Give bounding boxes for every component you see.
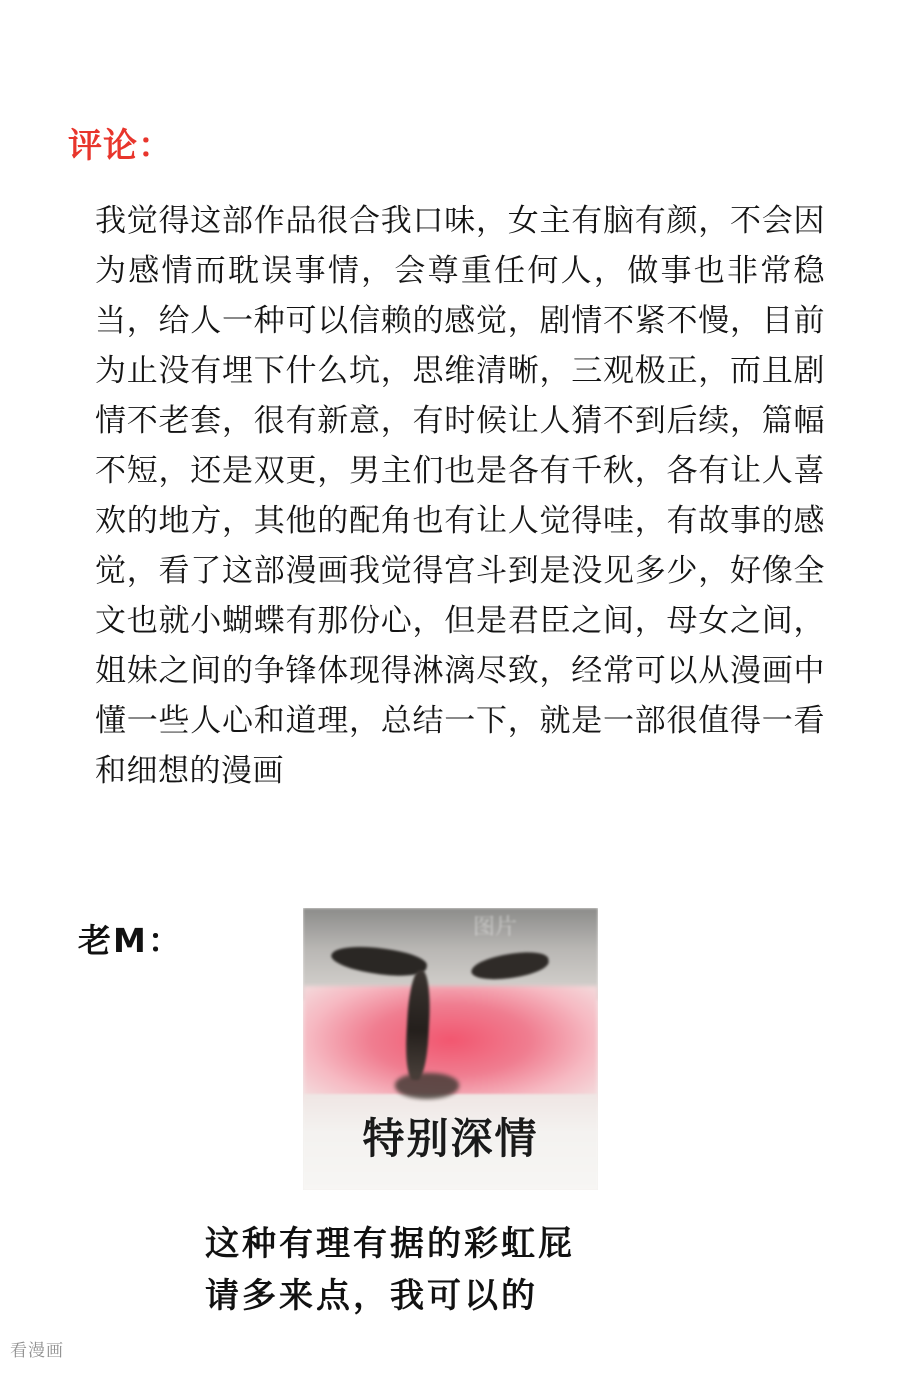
- meme-shape-mouth: [395, 1073, 459, 1099]
- author-signature: 老M：: [78, 921, 183, 960]
- handwritten-note-line-1: 这种有理有据的彩虹屁: [205, 1224, 575, 1264]
- meme-watermark-text: 图片: [473, 915, 518, 940]
- meme-caption: 特别深情: [362, 1114, 539, 1163]
- handwritten-note: [205, 1218, 845, 1322]
- comment-section-heading: 评论：: [68, 126, 173, 166]
- comment-body-text: 我觉得这部作品很合我口味，女主有脑有颜，不会因为感情而耽误事情，会尊重任何人，做事也非常稳当，给人一种可以信赖的感觉，剧情不紧不慢，目前为止没有埋下什么坑，思维清晰，三观极正，而且剧情不老套，很有新意，有时候让人猜不到后续，篇幅不短，还是双更，男主们也是各有千秋，各有让人喜欢的地方，其他的配角也有让人觉得哇，有故事的感觉，看了这部漫画我觉得宫斗到是没见多少，好像全文也就小蝴蝶有那份心，但是君臣之间，母女之间，姐妹之间的争锋体现得淋漓尽致，经常可以从漫画中懂一些人心和道理，总结一下，就是一部很值得一看和细想的漫画: [95, 203, 825, 789]
- handwritten-note-line-2: 请多来点，我可以的: [205, 1276, 538, 1316]
- meme-image: [303, 908, 598, 1190]
- site-watermark: 看漫画: [10, 1341, 64, 1361]
